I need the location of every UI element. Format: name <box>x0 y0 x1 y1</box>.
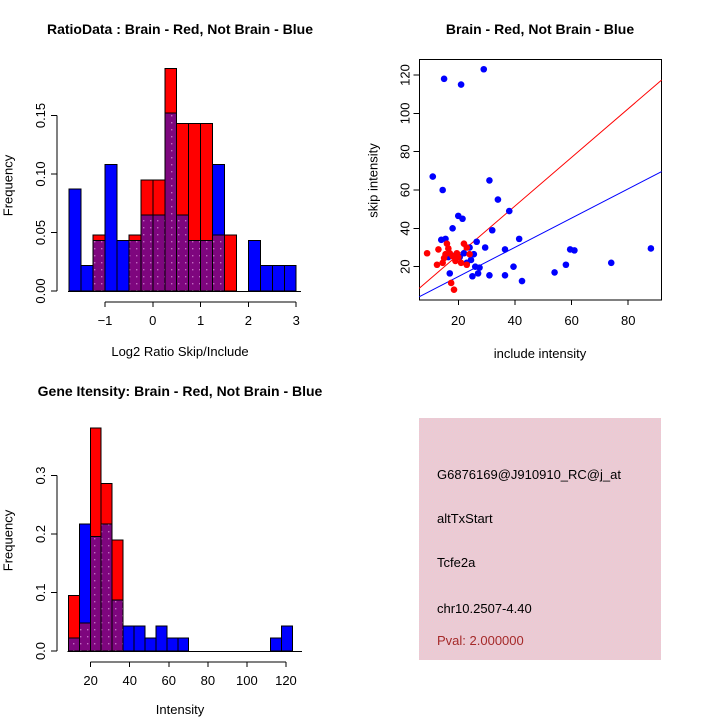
svg-text:120: 120 <box>275 673 297 688</box>
svg-text:0.1: 0.1 <box>33 583 48 602</box>
svg-text:3: 3 <box>292 313 300 328</box>
svg-text:2: 2 <box>244 313 253 328</box>
scatter-ylabel: skip intensity <box>365 143 381 218</box>
ratio-histogram-xlabel: Log2 Ratio Skip/Include <box>111 344 249 359</box>
intensity-scatter-plot <box>360 0 720 360</box>
svg-text:1: 1 <box>196 313 205 328</box>
svg-text:20: 20 <box>397 259 413 274</box>
gene-name-text: Tcfe2a <box>437 555 476 570</box>
svg-text:60: 60 <box>397 182 413 198</box>
svg-ratio-bars <box>69 69 296 291</box>
scatter-title: Brain - Red, Not Brain - Blue <box>445 21 635 37</box>
svg-text:−1: −1 <box>97 313 113 328</box>
pvalue-text: Pval: 2.000000 <box>437 633 524 648</box>
gene-histogram-xlabel: Intensity <box>155 702 205 717</box>
svg-text:60: 60 <box>564 313 579 328</box>
svg-text:80: 80 <box>621 313 636 328</box>
panel-ratio-histogram <box>0 0 360 360</box>
panel-intensity-scatter <box>360 0 720 360</box>
ratio-histogram-ylabel: Frequency <box>0 154 16 217</box>
svg-text:40: 40 <box>397 221 413 236</box>
probe-id-text: G6876169@J910910_RC@j_at <box>437 467 621 482</box>
gene-histogram-ylabel: Frequency <box>0 509 16 572</box>
svg-text:0.00: 0.00 <box>33 278 48 304</box>
ratio-histogram-title: RatioData : Brain - Red, Not Brain - Blue <box>46 21 314 37</box>
svg-text:0.10: 0.10 <box>33 161 48 187</box>
svg-scatter-points <box>424 66 654 293</box>
gene-info-box <box>419 418 661 660</box>
svg-text:0.0: 0.0 <box>33 641 48 661</box>
svg-text:80: 80 <box>397 144 413 159</box>
svg-scatter-fit-lines <box>419 80 662 297</box>
svg-gene-bars <box>68 428 292 651</box>
panel-gene-histogram <box>0 360 360 720</box>
svg-text:40: 40 <box>507 313 523 328</box>
svg-text:120: 120 <box>397 64 413 86</box>
event-type-text: altTxStart <box>437 511 493 526</box>
svg-text:20: 20 <box>83 673 98 688</box>
panel-gene-info <box>360 360 720 720</box>
svg-text:60: 60 <box>161 673 177 688</box>
svg-gene-axes <box>33 466 302 688</box>
gene-histogram-title: Gene Itensity: Brain - Red, Not Brain - Blue <box>37 383 323 399</box>
svg-text:0: 0 <box>149 313 157 328</box>
svg-text:0.05: 0.05 <box>33 219 48 246</box>
scatter-xlabel: include intensity <box>493 346 587 361</box>
location-text: chr10.2507-4.40 <box>437 601 532 616</box>
gene-histogram-plot <box>0 360 360 720</box>
svg-text:100: 100 <box>236 673 258 688</box>
svg-text:0.15: 0.15 <box>33 102 48 129</box>
svg-text:100: 100 <box>397 102 413 125</box>
svg-text:40: 40 <box>122 673 137 688</box>
svg-text:20: 20 <box>451 313 466 328</box>
ratio-histogram-plot <box>0 0 360 360</box>
svg-text:0.2: 0.2 <box>33 524 48 544</box>
svg-text:0.3: 0.3 <box>33 466 48 485</box>
svg-text:80: 80 <box>200 673 216 688</box>
